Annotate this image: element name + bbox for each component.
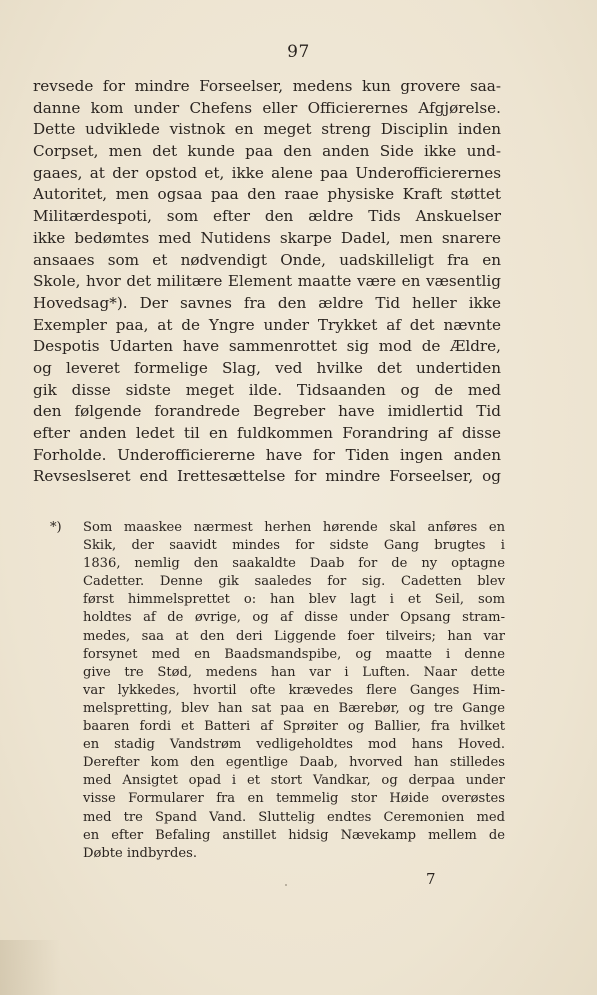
footnote-line: en stadig Vandstrøm vedligeholdtes mod hans Hoved. [83, 737, 505, 753]
text-line: Autoritet, men ogsaa paa den raae physiske Kraft støttet [33, 185, 501, 204]
text-line: Forholde. Underofficiererne have for Tiden ingen anden [33, 445, 501, 464]
text-line: den følgende forandrede Begreber have imidlertid Tid [33, 402, 501, 421]
text-line: revsede for mindre Forseelser, medens kun grovere saa- [33, 77, 501, 95]
text-line: Militærdespoti, som efter den ældre Tids Anskuelser [33, 207, 501, 226]
footnote-block [50, 519, 505, 863]
text-line: Hovedsag*). Der savnes fra den ældre Tid heller ikke [33, 293, 501, 312]
footnote-line: melspretting, blev han sat paa en Bærebør, og tre Gange [83, 700, 505, 716]
footnote-line: medes, saa at den deri Liggende foer tilveirs; han var [83, 628, 505, 644]
footnote-line: baaren fordi et Batteri af Sprøiter og Ballier, fra hvilket [83, 719, 505, 735]
page-edge-shadow [0, 940, 60, 995]
footnote-line: Skik, der saavidt mindes for sidste Gang brugtes i [83, 538, 505, 554]
text-line: Dette udviklede vistnok en meget streng Disciplin inden [33, 120, 501, 139]
footnote-line: Derefter kom den egentlige Daab, hvorved han stilledes [83, 755, 505, 771]
footnote-line-text: Som maaskee nærmest herhen hørende skal anføres en [83, 520, 505, 535]
footnote-line: Døbte indbyrdes. [83, 845, 197, 861]
footnote-line: først himmelsprettet o: han blev lagt i et Seil, som [83, 592, 505, 608]
paper-speck [285, 884, 287, 886]
footnote-marker: *) [50, 520, 62, 535]
footnote-line [50, 519, 505, 537]
footnote-line: 1836, nemlig den saakaldte Daab for de ny optagne [83, 556, 505, 572]
text-line: gaaes, at der opstod et, ikke alene paa Underofficierernes [33, 163, 501, 182]
footnote-line: med tre Spand Vand. Sluttelig endtes Ceremonien med [83, 809, 505, 825]
text-line: gik disse sidste meget ilde. Tidsaanden og de med [33, 380, 501, 399]
text-line: Corpset, men det kunde paa den anden Side ikke und- [33, 142, 501, 161]
footnote-line: med Ansigtet opad i et stort Vandkar, og derpaa under [83, 773, 505, 789]
text-line: Revseslseret end Irettesættelse for mindre Forseelser, og [33, 467, 501, 486]
footnote-line: give tre Stød, medens han var i Luften. Naar dette [83, 664, 505, 680]
footnote-line: en efter Befaling anstillet hidsig Nævekamp mellem de [83, 827, 505, 843]
footnote-line: Cadetter. Denne gik saaledes for sig. Cadetten blev [83, 574, 505, 590]
footnote-line: var lykkedes, hvortil ofte krævedes flere Ganges Him- [83, 682, 505, 698]
text-line: danne kom under Chefens eller Officierernes Afgjørelse. [33, 98, 501, 117]
signature-mark: 7 [426, 870, 436, 888]
text-line: Despotis Udarten have sammenrottet sig mod de Ældre, [33, 337, 501, 356]
text-line: efter anden ledet til en fuldkommen Forandring af disse [33, 424, 501, 442]
text-line: Exempler paa, at de Yngre under Trykket af det nævnte [33, 315, 501, 334]
text-line: ansaaes som et nødvendigt Onde, uadskilleligt fra en [33, 250, 501, 269]
footnote-line: holdtes af de øvrige, og af disse under Opsang stram- [83, 610, 505, 626]
text-line: Skole, hvor det militære Element maatte være en væsentlig [33, 272, 501, 291]
text-line: og leveret formelige Slag, ved hvilke det undertiden [33, 358, 501, 377]
page-number: 97 [287, 42, 310, 62]
footnote-line: forsynet med en Baadsmandspibe, og maatte i denne [83, 646, 505, 662]
main-text-block [33, 76, 501, 488]
footnote-line: visse Formularer fra en temmelig stor Høide overøstes [83, 791, 505, 807]
text-line: ikke bedømtes med Nutidens skarpe Dadel, men snarere [33, 228, 501, 247]
